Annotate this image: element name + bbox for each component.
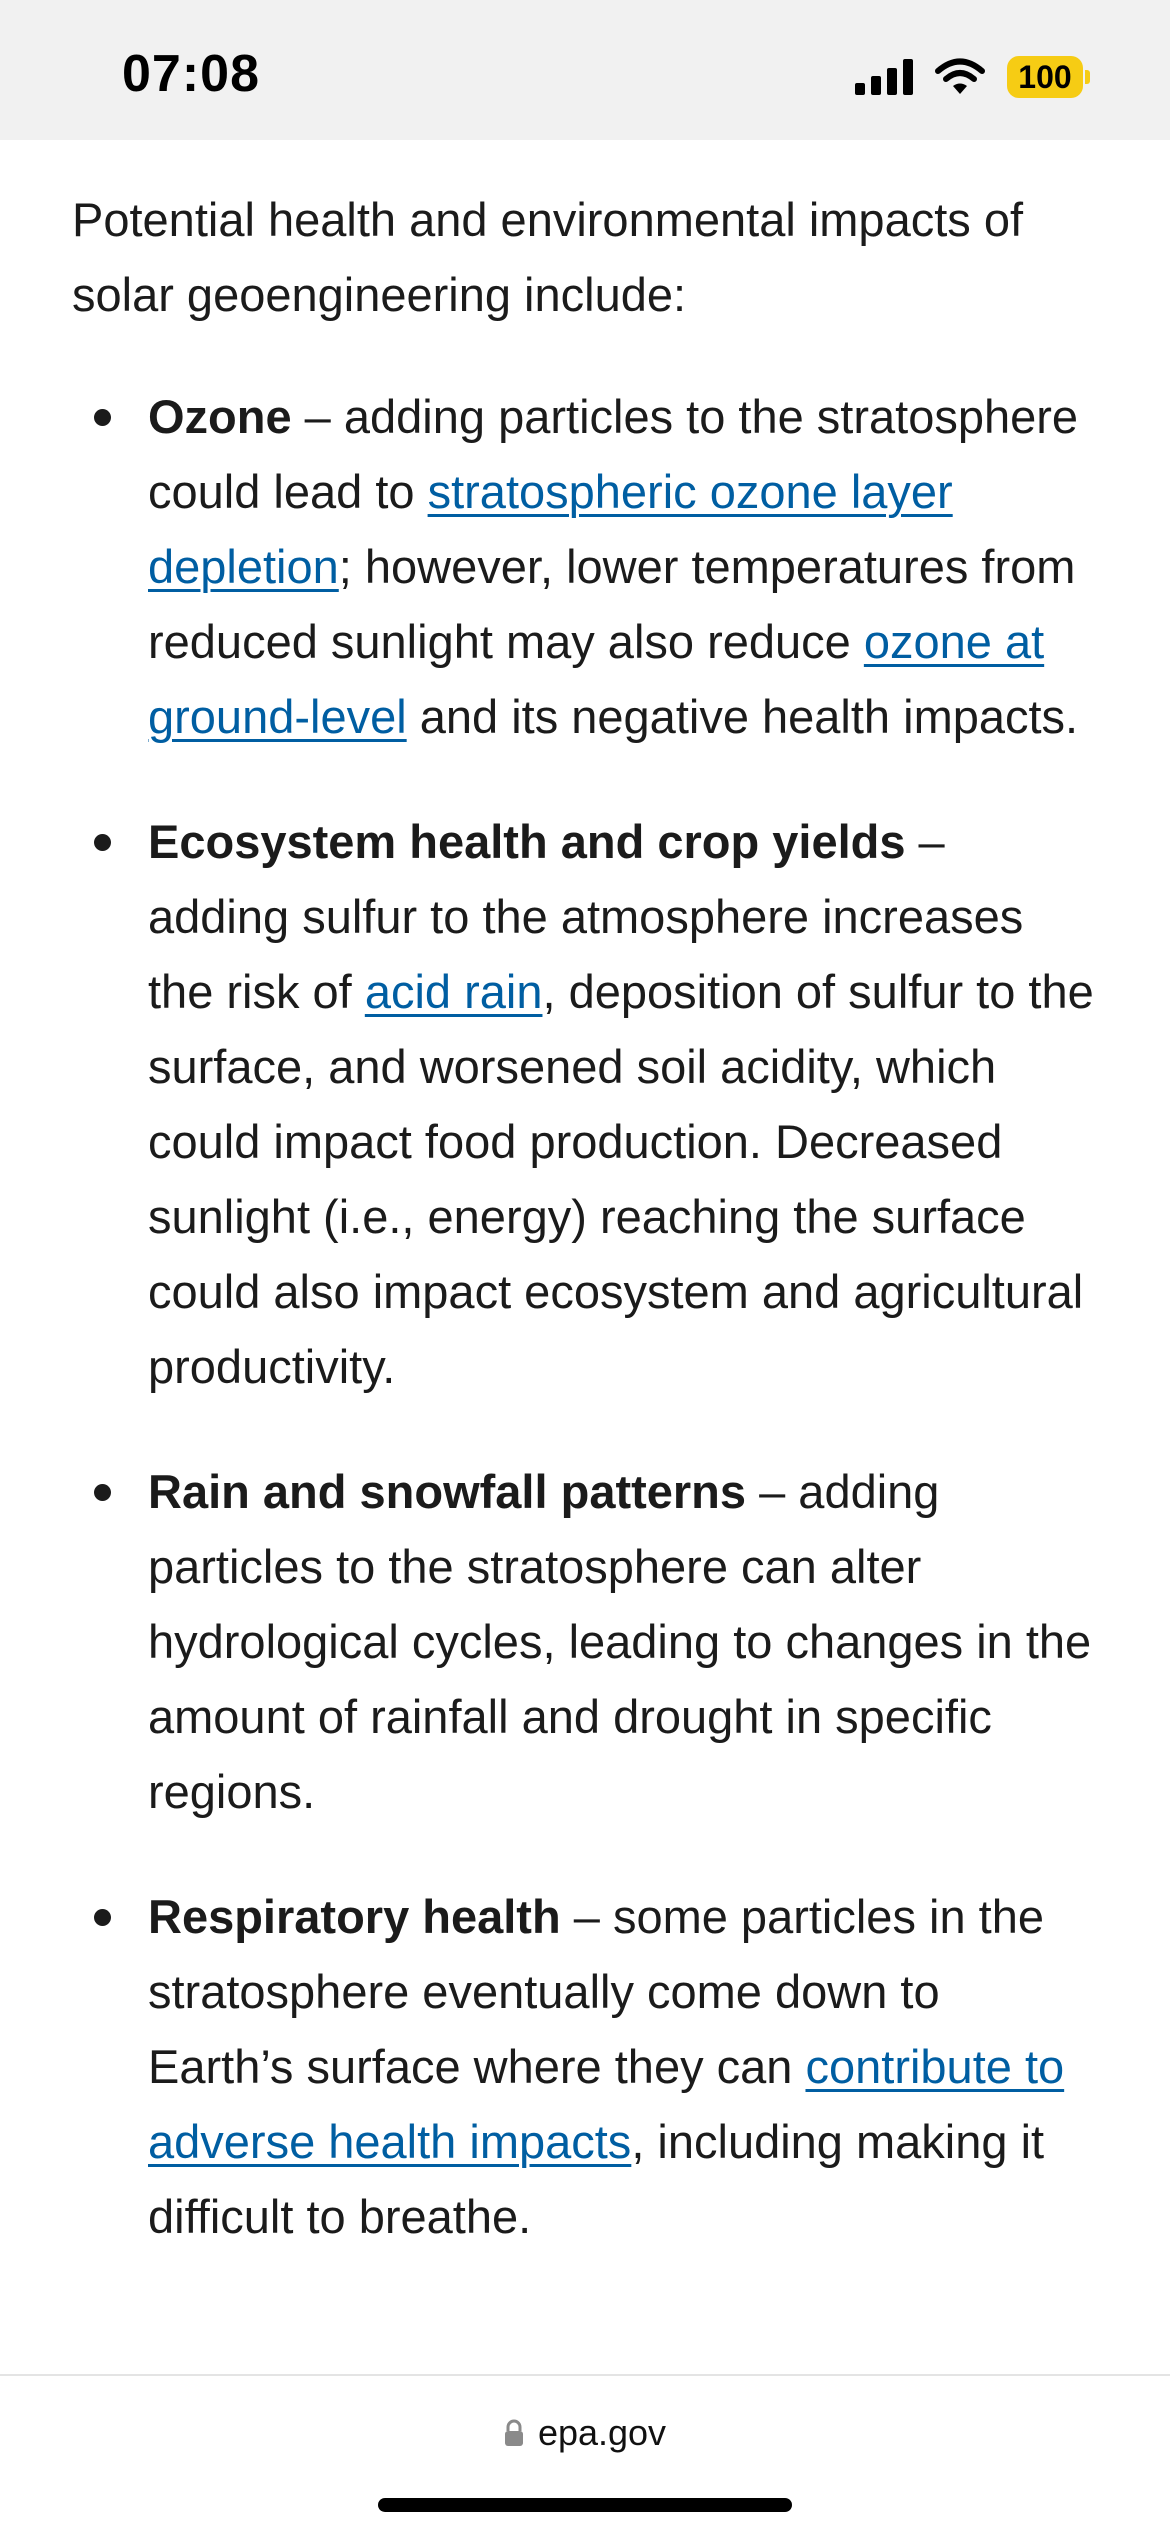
bullet-icon: [94, 1484, 111, 1501]
browser-address-bar: [0, 2374, 1170, 2532]
battery-level: 100: [1007, 56, 1083, 98]
battery-icon: [1007, 56, 1090, 98]
impact-term: Ecosystem health and crop yields: [148, 815, 906, 868]
impact-text: and its negative health impacts.: [406, 690, 1079, 743]
link-adverse-health-impacts[interactable]: contribute to adverse health impacts: [148, 2040, 1065, 2168]
impact-item-ecosystem: [72, 804, 1098, 1404]
impact-item-rain-snowfall: [72, 1454, 1098, 1829]
impact-item-respiratory: [72, 1879, 1098, 2254]
link-stratospheric-ozone-depletion[interactable]: stratospheric ozone layer depletion: [148, 465, 953, 593]
impact-text: – adding sulfur to the atmosphere increases the risk of: [148, 815, 1024, 1018]
status-icons: [855, 56, 1090, 98]
link-ground-level-ozone[interactable]: ozone at ground-level: [148, 615, 1045, 743]
address-button[interactable]: [0, 2412, 1170, 2454]
intro-paragraph: Potential health and environmental impacts of solar geoengineering include:: [72, 193, 1024, 321]
cellular-signal-icon: [855, 59, 913, 95]
article-content: [0, 140, 1170, 2304]
lock-icon: [504, 2419, 524, 2447]
impact-term: Rain and snowfall patterns: [148, 1465, 747, 1518]
status-bar: [0, 0, 1170, 140]
status-time: 07:08: [122, 45, 260, 103]
impact-text: ; however, lower temperatures from reduced sunlight may also reduce: [148, 540, 1076, 668]
link-acid-rain[interactable]: acid rain: [364, 965, 543, 1018]
impact-term: Ozone: [148, 390, 292, 443]
battery-tip: [1085, 70, 1090, 84]
impacts-list: [72, 379, 1098, 2254]
impact-term: Respiratory health: [148, 1890, 561, 1943]
domain-label: epa.gov: [537, 2412, 667, 2453]
impact-text: – adding particles to the stratosphere can alter hydrological cycles, leading to changes in the amount of rainfall and drought in specific regions.: [148, 1465, 1092, 1818]
bullet-icon: [94, 409, 111, 426]
impact-text: , deposition of sulfur to the surface, and worsened soil acidity, which could impact food production. Decreased sunlight (i.e., energy) reaching the surface could also impact ecosystem and agricultural productivity.: [148, 965, 1094, 1393]
impact-text: – adding particles to the stratosphere could lead to: [148, 390, 1079, 518]
impact-item-ozone: [72, 379, 1098, 754]
bullet-icon: [94, 834, 111, 851]
bullet-icon: [94, 1909, 111, 1926]
home-indicator[interactable]: [378, 2498, 792, 2512]
wifi-icon: [935, 58, 985, 96]
impact-text: – some particles in the stratosphere eventually come down to Earth’s surface where they can: [148, 1890, 1044, 2093]
impact-text: , including making it difficult to breathe.: [148, 2115, 1045, 2243]
